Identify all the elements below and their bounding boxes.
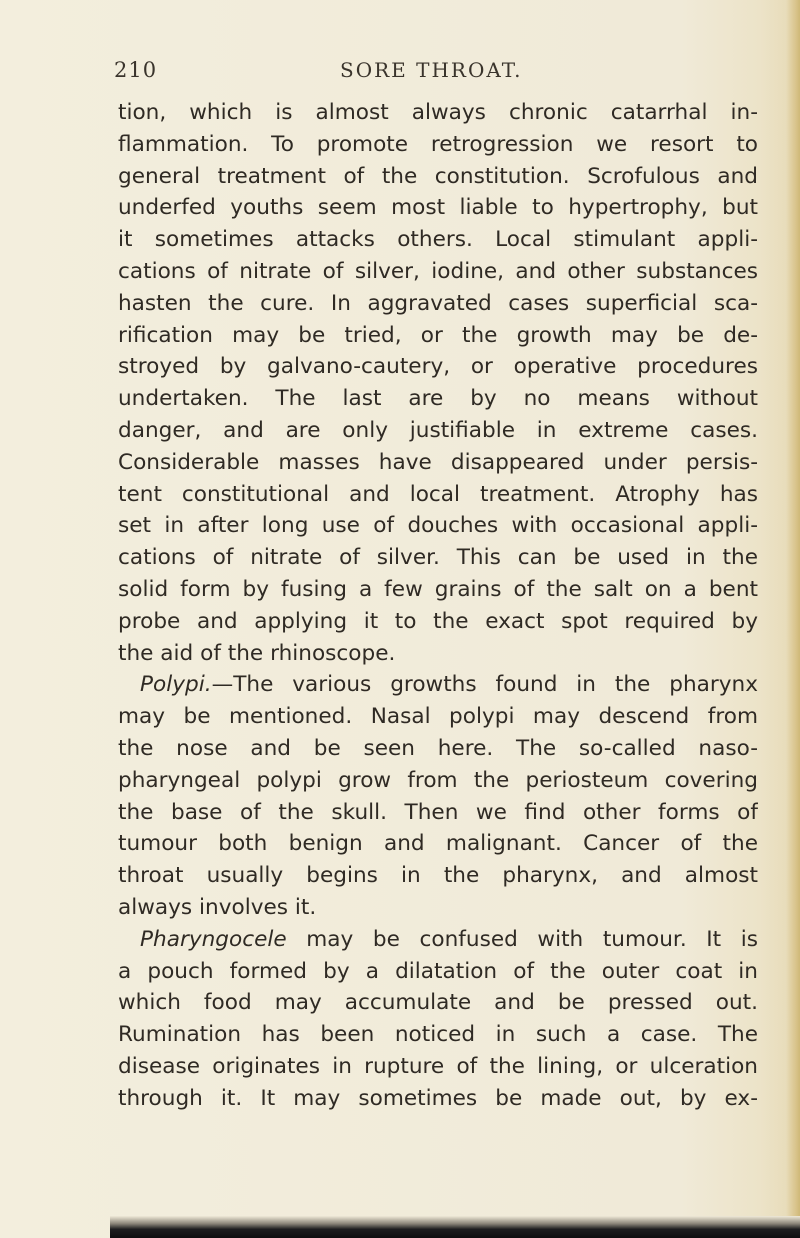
text-line: danger, and are only justifiable in extreme cases.	[118, 417, 758, 443]
text-line: the nose and be seen here. The so-called naso-	[118, 735, 758, 761]
text-line: flammation. To promote retrogression we resort to	[118, 131, 758, 157]
pharyngocele-first-line: may be confused with tumour. It is	[286, 926, 758, 952]
text-line: general treatment of the constitution. Scrofulous and	[118, 163, 758, 189]
page-edge-shadow	[786, 0, 800, 1238]
text-line: Rumination has been noticed in such a case. The	[118, 1022, 758, 1048]
text-line: tumour both benign and malignant. Cancer of the	[118, 831, 758, 857]
running-head: SORE THROAT.	[340, 58, 523, 82]
pharyngocele-term: Pharyngocele	[140, 926, 287, 952]
text-line: cations of nitrate of silver, iodine, and other substances	[118, 258, 758, 284]
text-line: throat usually begins in the pharynx, and almost	[118, 863, 758, 889]
text-line: the aid of the rhinoscope.	[118, 640, 396, 666]
text-line: probe and applying it to the exact spot required by	[118, 608, 758, 634]
text-line: hasten the cure. In aggravated cases superficial sca-	[118, 290, 758, 316]
text-line: it sometimes attacks others. Local stimulant appli-	[118, 227, 758, 253]
text-line: rification may be tried, or the growth may be de-	[118, 322, 758, 348]
text-line: undertaken. The last are by no means without	[118, 386, 758, 412]
text-line: through it. It may sometimes be made out, by ex-	[118, 1085, 758, 1111]
text-line: tent constitutional and local treatment. Atrophy has	[118, 481, 758, 507]
polypi-paragraph-start	[118, 669, 758, 701]
text-line: pharyngeal polypi grow from the periosteum covering	[118, 767, 758, 793]
text-line: set in after long use of douches with occasional appli-	[118, 513, 758, 539]
page-number: 210	[114, 58, 158, 82]
page-bottom-shadow	[110, 1216, 800, 1238]
text-line: which food may accumulate and be pressed out.	[118, 990, 758, 1016]
text-line: may be mentioned. Nasal polypi may descend from	[118, 704, 758, 730]
text-line: the base of the skull. Then we find other forms of	[118, 799, 758, 825]
text-line: tion, which is almost always chronic catarrhal in-	[118, 100, 758, 125]
page-header	[100, 52, 750, 92]
text-line: Considerable masses have disappeared under persis-	[118, 449, 758, 475]
text-line: cations of nitrate of silver. This can be used in the	[118, 545, 758, 571]
pharyngocele-paragraph-start	[118, 924, 758, 956]
text-line: underfed youths seem most liable to hypertrophy, but	[118, 195, 758, 221]
text-line: disease originates in rupture of the lining, or ulceration	[118, 1053, 758, 1079]
text-line: a pouch formed by a dilatation of the outer coat in	[118, 958, 758, 984]
polypi-first-line: —The various growths found in the pharynx	[211, 672, 758, 698]
text-line: always involves it.	[118, 894, 317, 920]
text-line: stroyed by galvano-cautery, or operative procedures	[118, 354, 758, 380]
polypi-term: Polypi.	[140, 672, 212, 698]
body-text	[118, 97, 758, 1115]
text-line: solid form by fusing a few grains of the salt on a bent	[118, 576, 758, 602]
